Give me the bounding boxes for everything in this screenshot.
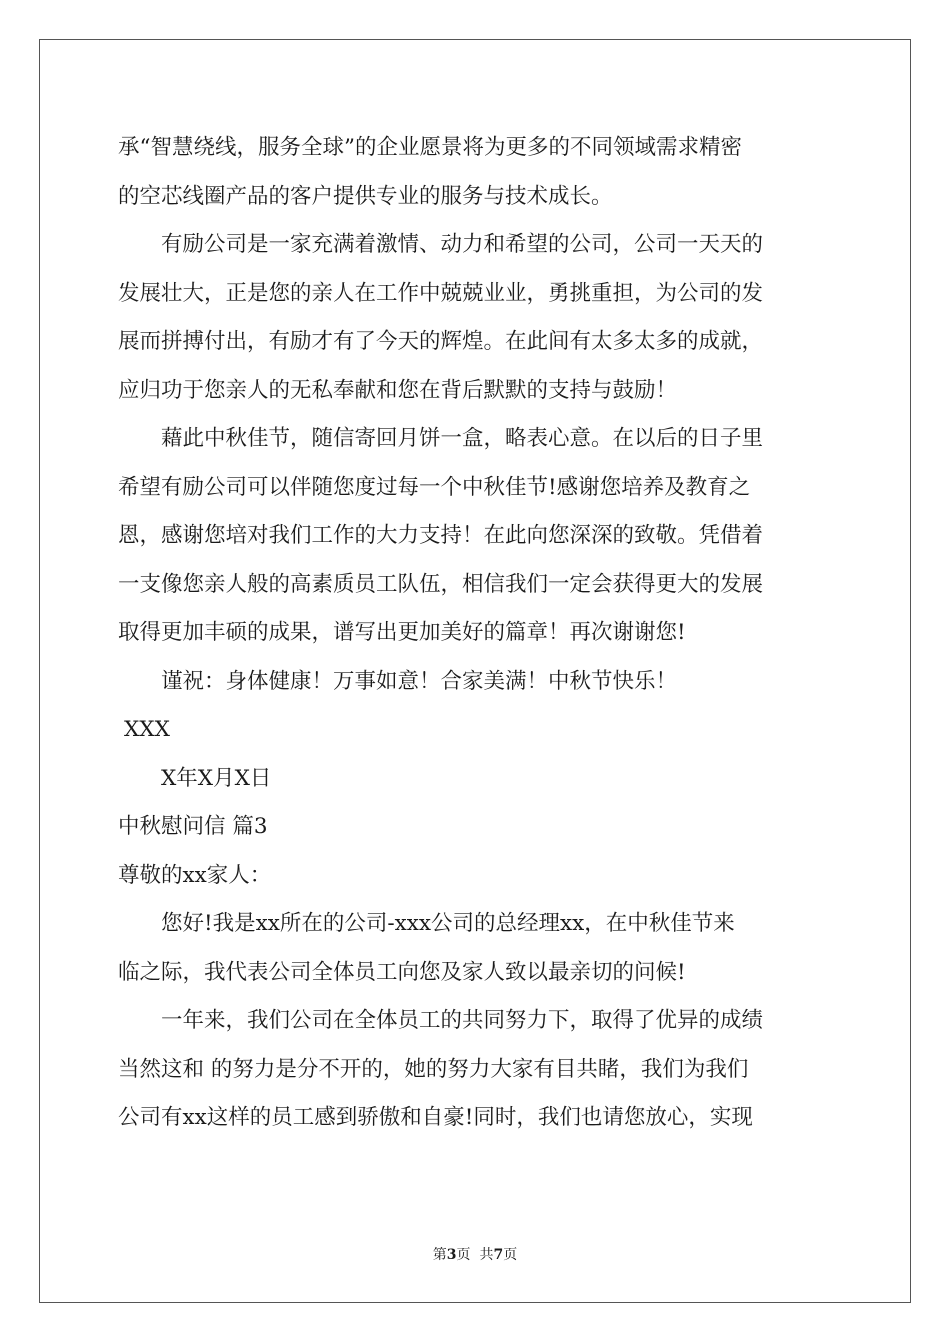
paragraph-line: 恩，感谢您培对我们工作的大力支持！在此向您深深的致敬。凭借着: [118, 523, 764, 548]
paragraph-line: 应归功于您亲人的无私奉献和您在背后默默的支持与鼓励！: [118, 377, 678, 403]
current-page-number: 3: [446, 1247, 457, 1263]
signature: XXX: [124, 717, 170, 742]
page-suffix: 页: [503, 1247, 518, 1263]
paragraph-line: 展而拼搏付出，有励才有了今天的辉煌。在此间有太多太多的成就，: [118, 329, 764, 354]
document-body: [118, 124, 834, 1143]
paragraph-line: 希望有励公司可以伴随您度过每一个中秋佳节!感谢您培养及教育之: [118, 474, 751, 500]
paragraph-line: 的空芯线圈产品的客户提供专业的服务与技术成长。: [118, 183, 613, 209]
section-heading: 中秋慰问信 篇3: [118, 814, 268, 839]
greeting-line: 谨祝：身体健康！万事如意！合家美满！中秋节快乐！: [161, 668, 678, 694]
date-line: X年X月X日: [161, 765, 272, 791]
paragraph-line: 临之际，我代表公司全体员工向您及家人致以最亲切的问候!: [118, 959, 686, 985]
paragraph-line: 当然这和 的努力是分不开的，她的努力大家有目共睹，我们为我们: [118, 1056, 749, 1082]
page-footer: [0, 1244, 950, 1264]
total-page-number: 7: [493, 1247, 504, 1263]
paragraph-line: 发展壮大，正是您的亲人在工作中兢兢业业，勇挑重担，为公司的发: [118, 280, 764, 306]
paragraph-line: 您好!我是xx所在的公司-xxx公司的总经理xx，在中秋佳节来: [161, 911, 735, 936]
page-mid: 页 共: [456, 1247, 494, 1263]
page-prefix: 第: [432, 1247, 447, 1263]
salutation: 尊敬的xx家人：: [118, 862, 272, 888]
paragraph-line: 有励公司是一家充满着激情、动力和希望的公司，公司一天天的: [161, 232, 764, 257]
paragraph-line: 一年来，我们公司在全体员工的共同努力下，取得了优异的成绩: [161, 1008, 764, 1033]
paragraph-line: 取得更加丰硕的成果，谱写出更加美好的篇章！再次谢谢您!: [118, 620, 686, 645]
paragraph-line: 承“智慧绕线，服务全球”的企业愿景将为更多的不同领域需求精密: [118, 135, 742, 160]
paragraph-line: 一支像您亲人般的高素质员工队伍，相信我们一定会获得更大的发展: [118, 571, 764, 597]
paragraph-line: 公司有xx这样的员工感到骄傲和自豪!同时，我们也请您放心，实现: [118, 1105, 753, 1130]
paragraph-line: 藉此中秋佳节，随信寄回月饼一盒，略表心意。在以后的日子里: [161, 426, 764, 451]
